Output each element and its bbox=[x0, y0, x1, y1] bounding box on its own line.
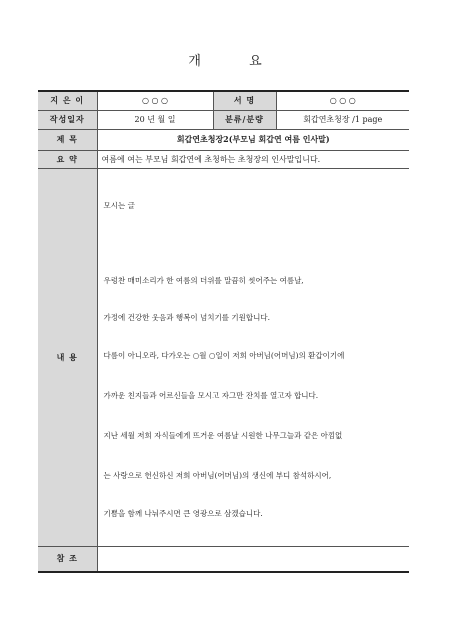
category-label: 분류/분량 bbox=[213, 110, 276, 129]
author-value: ○ ○ ○ bbox=[97, 91, 213, 110]
content-line: 는 사랑으로 헌신하신 저희 아버님(어머님)의 생신에 부디 참석하시어, bbox=[103, 470, 332, 480]
reference-row bbox=[38, 546, 409, 572]
content-line: 지난 세월 저희 자식들에게 뜨거운 여름날 시원한 나무그늘과 같은 아낌없 bbox=[103, 430, 343, 440]
content-line: 우렁찬 매미소리가 한 여름의 더위를 말끔히 씻어주는 여름날, bbox=[103, 275, 304, 285]
content-label: 내 용 bbox=[38, 168, 97, 546]
summary-row bbox=[38, 150, 409, 168]
subject-label: 제 목 bbox=[38, 129, 97, 150]
content-row bbox=[38, 168, 409, 546]
author-row bbox=[38, 91, 409, 110]
author-label: 지 은 이 bbox=[38, 91, 97, 110]
content-body bbox=[97, 168, 409, 546]
sign-value: ○ ○ ○ bbox=[276, 91, 409, 110]
date-row bbox=[38, 110, 409, 129]
subject-value: 회갑연초청장2(부모님 회갑연 여름 인사말) bbox=[97, 129, 409, 150]
subject-row bbox=[38, 129, 409, 150]
reference-value bbox=[97, 546, 409, 572]
category-value: 회갑연초청장 /1 page bbox=[276, 110, 409, 129]
sign-label: 서 명 bbox=[213, 91, 276, 110]
date-value: 20 년 월 일 bbox=[97, 110, 213, 129]
page-title: 개 요 bbox=[188, 54, 284, 69]
content-line: 다름이 아니오라, 다가오는 ○월 ○일이 저희 아버님(어머님)의 환갑이기에 bbox=[103, 350, 345, 360]
content-line: 모시는 글 bbox=[103, 200, 135, 210]
date-label: 작성일자 bbox=[38, 110, 97, 129]
reference-label: 참 조 bbox=[38, 546, 97, 572]
content-line: 가까운 친지들과 어르신들을 모시고 자그만 잔치를 열고자 합니다. bbox=[103, 390, 319, 400]
content-line: 가정에 건강한 웃음과 행복이 넘치기를 기원합니다. bbox=[103, 312, 270, 322]
document-overview-table bbox=[38, 90, 409, 573]
summary-value: 여름에 여는 부모님 회갑연에 초청하는 초청장의 인사말입니다. bbox=[97, 150, 409, 168]
content-line: 기쁨을 함께 나눠주시면 큰 영광으로 삼겠습니다. bbox=[103, 508, 263, 518]
summary-label: 요 약 bbox=[38, 150, 97, 168]
